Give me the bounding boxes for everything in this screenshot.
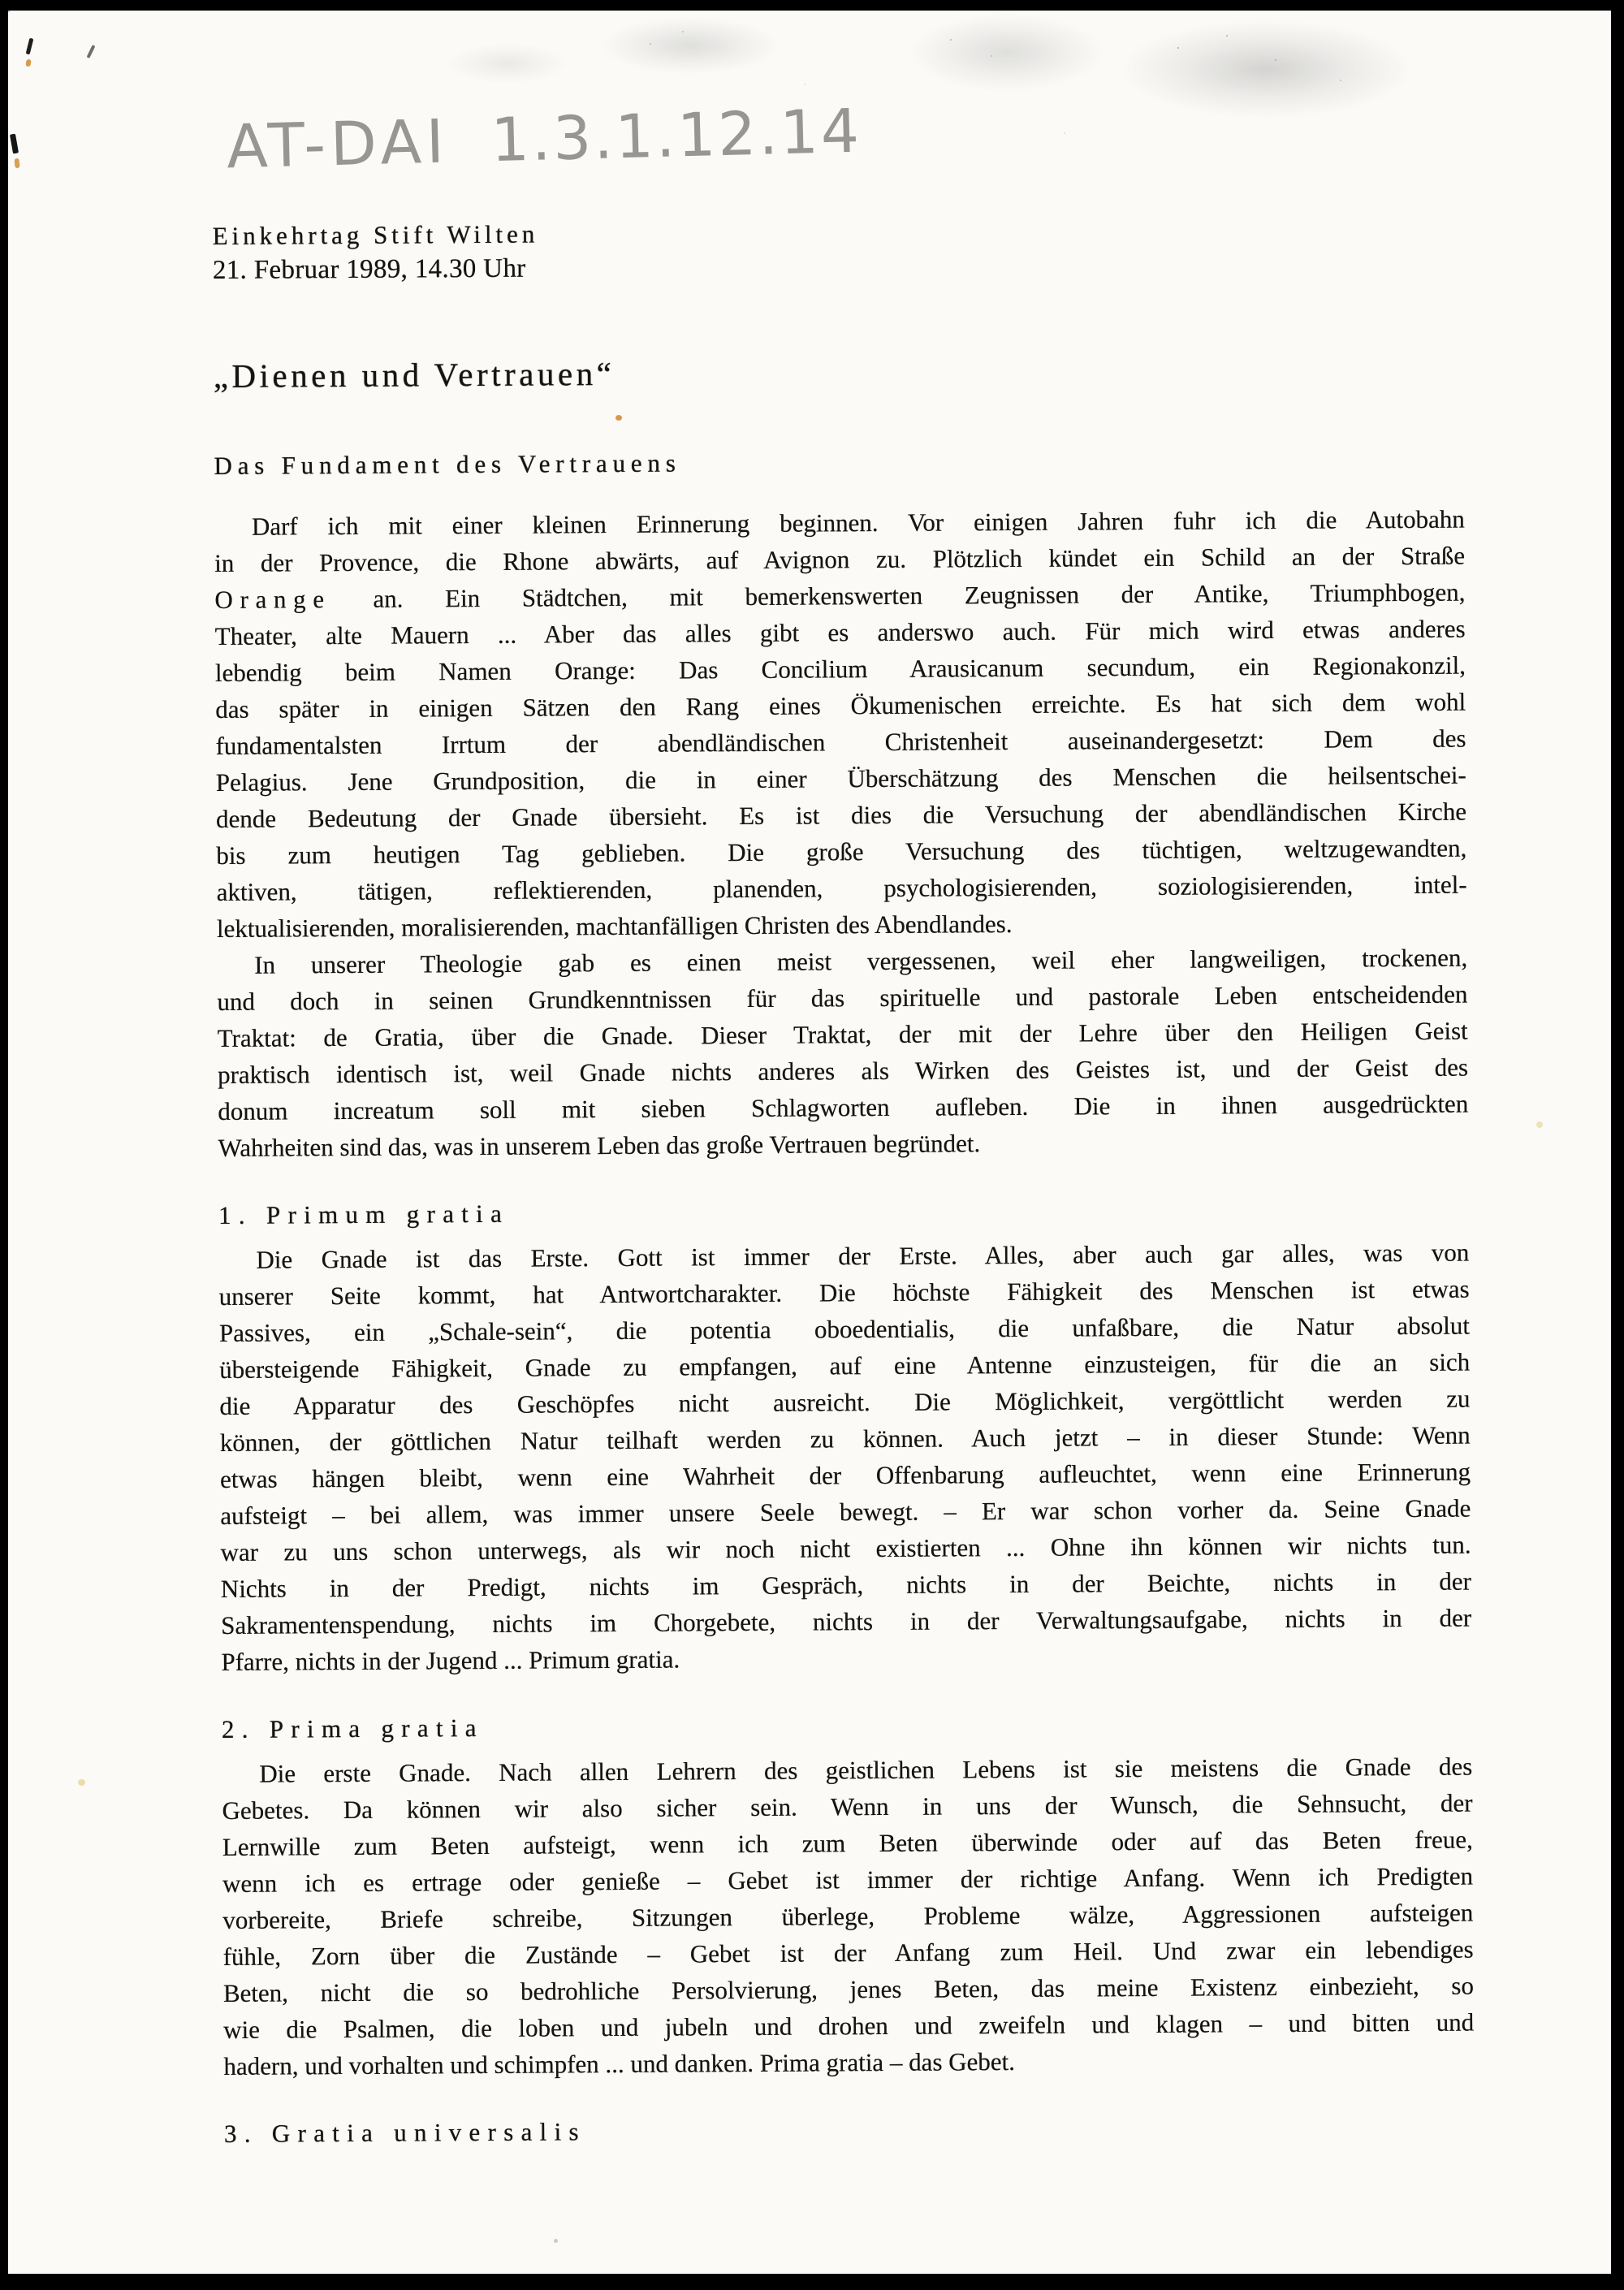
section-heading: 3. Gratia universalis — [223, 2117, 586, 2148]
text-line: Gebetes. Da können wir also sicher sein. Wenn in uns der Wunsch, die Sehnsucht, der — [222, 1788, 1473, 1825]
text-line: Sakramentenspendung, nichts im Chorgebete, nichts in der Verwaltungsaufgabe, nichts in der — [221, 1603, 1472, 1640]
text-line: Pelagius. Jene Grundposition, die in einer Überschätzung des Menschen die heilsentschei- — [215, 760, 1466, 797]
text-line: aufsteigt – bei allem, was immer unsere Seele bewegt. – Er war schon vorher da. Seine Gnade — [220, 1493, 1471, 1530]
text-line: Lernwille zum Beten aufsteigt, wenn ich zum Beten überwinde oder auf das Beten freue, — [222, 1825, 1473, 1861]
annotation-archive-code: AT-DAI — [226, 106, 450, 183]
section-heading: 2. Prima gratia — [221, 1713, 484, 1743]
text-line: unserer Seite kommt, hat Antwortcharakter. Die höchste Fähigkeit des Menschen ist etwas — [218, 1274, 1470, 1311]
text-line: Theater, alte Mauern ... Aber das alles gibt es anderswo auch. Für mich wird etwas anderes — [214, 614, 1466, 650]
text-line: In unserer Theologie gab es einen meist vergessenen, weil eher langweiligen, trockenen, — [254, 943, 1468, 979]
text-line: Nichts in der Predigt, nichts im Gespräch, nichts in der Beichte, nichts in der — [220, 1566, 1471, 1603]
text-segment: an. Ein Städtchen, mit bemerkenswerten Zeugnissen der Antike, Triumphbogen, — [330, 577, 1466, 614]
event-datetime: 21. Februar 1989, 14.30 Uhr — [212, 253, 526, 285]
scan-yellow-speck — [78, 1779, 85, 1786]
section-heading: 1. Primum gratia — [218, 1199, 510, 1229]
text-line: donum increatum soll mit sieben Schlagworten aufleben. Die in ihnen ausgedrückten — [218, 1089, 1469, 1126]
text-line: dende Bedeutung der Gnade übersieht. Es ist dies die Versuchung der abendländischen Kirche — [215, 797, 1467, 833]
text-line: die Apparatur des Geschöpfes nicht ausreicht. Die Möglichkeit, vergöttlicht werden zu — [219, 1384, 1471, 1420]
text-line: lektualisierenden, moralisierenden, machtanfälligen Christen des Abendlandes. — [216, 909, 1013, 943]
text-line: das später in einigen Sätzen den Rang eines Ökumenischen erreichte. Es hat sich dem wohl — [215, 687, 1466, 724]
text-line: fundamentalsten Irrtum der abendländischen Christenheit auseinandergesetzt: Dem des — [215, 724, 1466, 760]
text-line: in der Provence, die Rhone abwärts, auf Avignon zu. Plötzlich kündet ein Schild an der Straße — [214, 541, 1466, 577]
scan-ink-tick — [10, 134, 19, 154]
event-name: Einkehrtag Stift Wilten — [212, 219, 539, 250]
scan-orange-speck — [615, 415, 622, 421]
text-line: praktisch identisch ist, weil Gnade nichts anderes als Wirken des Geistes ist, und der Geist des — [217, 1052, 1469, 1089]
text-line: wenn ich es ertrage oder genieße – Gebet ist immer der richtige Anfang. Wenn ich Predigten — [222, 1861, 1474, 1898]
text-line: hadern, und vorhalten und schimpfen ... und danken. Prima gratia – das Gebet. — [223, 2047, 1016, 2080]
scan-smudge — [909, 14, 1104, 91]
text-line: fühle, Zorn über die Zustände – Gebet ist der Anfang zum Heil. Und zwar ein lebendiges — [222, 1934, 1474, 1971]
text-line: wie die Psalmen, die loben und jubeln und drohen und zweifeln und klagen – und bitten und — [223, 2007, 1475, 2044]
text-line: übersteigende Fähigkeit, Gnade zu empfangen, auf eine Antenne einzusteigen, für die an sich — [219, 1347, 1471, 1384]
page — [8, 11, 1611, 2274]
text-line: Die erste Gnade. Nach allen Lehrern des geistlichen Lebens ist sie meistens die Gnade des — [259, 1752, 1473, 1788]
text-line: vorbereite, Briefe schreibe, Sitzungen überlege, Probleme wälze, Aggressionen aufsteigen — [222, 1898, 1474, 1934]
paragraph — [222, 1748, 1474, 2085]
scan-noise-dots — [8, 11, 10, 12]
scan-smudge — [601, 17, 780, 74]
scan-orange-speck — [25, 59, 31, 67]
paragraph — [214, 501, 1467, 947]
annotation-signature-number: 1.3.1.12.14 — [490, 96, 862, 176]
text-line: Beten, nicht die so bedrohliche Persolvierung, jenes Beten, das meine Existenz einbezieht, so — [222, 1971, 1474, 2007]
text-line: Traktat: de Gratia, über die Gnade. Dieser Traktat, der mit der Lehre über den Heiligen Geist — [217, 1016, 1468, 1052]
text-line: etwas hängen bleibt, wenn eine Wahrheit der Offenbarung aufleuchtet, wenn eine Erinnerung — [219, 1457, 1471, 1493]
document-header — [213, 217, 539, 288]
scan-pencil-tick — [86, 45, 95, 58]
text-line: Pfarre, nichts in der Jugend ... Primum gratia. — [221, 1644, 680, 1676]
page-content — [211, 3, 1475, 2148]
text-line: Darf ich mit einer kleinen Erinnerung beginnen. Vor einigen Jahren fuhr ich die Autobahn — [251, 504, 1465, 541]
document-title: „Dienen und Vertrauen“ — [213, 354, 615, 395]
scan-gray-speck — [554, 2239, 558, 2243]
scan-smudge — [1121, 20, 1413, 118]
letter-spaced-word: Orange — [214, 585, 331, 614]
text-line: aktiven, tätigen, reflektierenden, planenden, psychologisierenden, soziologisierenden, intel- — [216, 870, 1467, 906]
text-line: Passives, ein „Schale-sein“, die potentia oboedentialis, die unfaßbare, die Natur absolut — [218, 1311, 1471, 1347]
text-line: Wahrheiten sind das, was in unserem Leben das große Vertrauen begründet. — [218, 1129, 981, 1162]
text-line: können, der göttlichen Natur teilhaft werden zu können. Auch jetzt – in dieser Stunde: Wenn — [219, 1420, 1471, 1457]
text-line: lebendig beim Namen Orange: Das Concilium Arausicanum secundum, ein Regionakonzil, — [214, 650, 1466, 687]
scan-smudge — [447, 43, 568, 84]
document-subtitle: Das Fundament des Vertrauens — [214, 448, 681, 480]
text-line: und doch in seinen Grundkenntnissen für das spirituelle und pastorale Leben entscheidenden — [217, 979, 1468, 1016]
handwritten-annotation — [226, 97, 862, 183]
scan-orange-speck — [14, 158, 19, 169]
paragraph — [217, 940, 1469, 1166]
scan-ink-tick — [26, 38, 34, 55]
text-line: bis zum heutigen Tag geblieben. Die große Versuchung des tüchtigen, weltzugewandten, — [216, 833, 1467, 870]
text-line: Die Gnade ist das Erste. Gott ist immer der Erste. Alles, aber auch gar alles, was von — [256, 1238, 1470, 1274]
scan-yellow-speck — [1536, 1121, 1543, 1128]
document-body — [214, 501, 1475, 2160]
paragraph — [218, 1234, 1471, 1680]
text-line: war zu uns schon unterwegs, als wir noch nicht existierten ... Ohne ihn können wir nichts tun. — [220, 1530, 1471, 1566]
